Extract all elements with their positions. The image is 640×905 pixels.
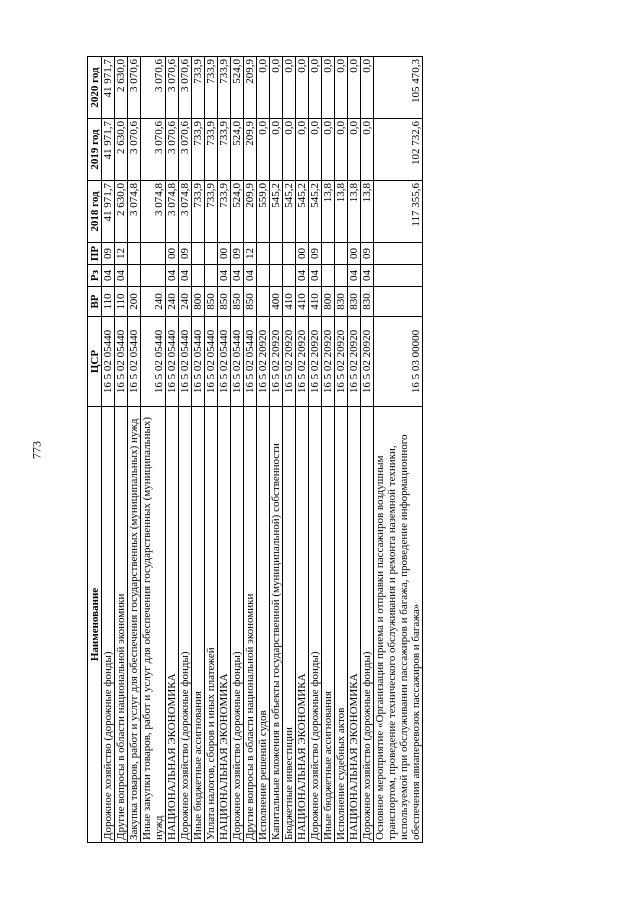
row-csr: 16 5 03 00000 <box>374 317 423 407</box>
budget-table <box>87 56 423 843</box>
row-2018: 545,2 <box>296 181 309 243</box>
table-row <box>179 57 192 843</box>
row-2019: 0,0 <box>296 119 309 181</box>
row-2018: 117 355,6 <box>374 181 423 243</box>
row-vr: 410 <box>283 287 296 317</box>
row-vr: 850 <box>218 287 231 317</box>
row-2018: 524,0 <box>231 181 244 243</box>
row-2019: 0,0 <box>270 119 283 181</box>
table-row <box>309 57 322 843</box>
row-pr: 09 <box>361 243 374 265</box>
row-2020: 41 971,7 <box>102 57 115 119</box>
row-pr <box>128 243 141 265</box>
row-csr: 16 5 02 05440 <box>231 317 244 407</box>
row-2020: 0,0 <box>361 57 374 119</box>
row-2019: 0,0 <box>335 119 348 181</box>
table-row <box>141 57 166 843</box>
row-rz: 04 <box>218 265 231 287</box>
row-2019: 209,9 <box>244 119 257 181</box>
row-name: Бюджетные инвестиции <box>283 407 296 843</box>
header-name: Наименование <box>88 407 102 843</box>
table-row <box>231 57 244 843</box>
row-name: НАЦИОНАЛЬНАЯ ЭКОНОМИКА <box>348 407 361 843</box>
row-2019: 3 070,6 <box>141 119 166 181</box>
row-name: Дорожное хозяйство (дорожные фонды) <box>179 407 192 843</box>
row-pr: 00 <box>348 243 361 265</box>
row-2020: 524,0 <box>231 57 244 119</box>
row-2018: 209,9 <box>244 181 257 243</box>
row-2018: 13,8 <box>361 181 374 243</box>
header-2019: 2019 год <box>88 119 102 181</box>
table-row <box>128 57 141 843</box>
row-pr <box>335 243 348 265</box>
row-rz <box>270 265 283 287</box>
row-csr: 16 5 02 20920 <box>348 317 361 407</box>
row-rz <box>335 265 348 287</box>
row-pr: 09 <box>231 243 244 265</box>
table-row <box>218 57 231 843</box>
row-name: Другие вопросы в области национальной экономики <box>244 407 257 843</box>
row-2020: 733,9 <box>205 57 218 119</box>
row-name: Другие вопросы в области национальной экономики <box>115 407 128 843</box>
row-name: Дорожное хозяйство (дорожные фонды) <box>231 407 244 843</box>
row-csr: 16 5 02 20920 <box>257 317 270 407</box>
row-2020: 0,0 <box>348 57 361 119</box>
row-2019: 0,0 <box>348 119 361 181</box>
row-rz <box>283 265 296 287</box>
row-rz <box>257 265 270 287</box>
table-row <box>166 57 179 843</box>
row-2019: 41 971,7 <box>102 119 115 181</box>
row-2018: 545,2 <box>309 181 322 243</box>
row-vr: 800 <box>322 287 335 317</box>
budget-table-container <box>87 57 545 843</box>
row-2018: 559,0 <box>257 181 270 243</box>
row-vr: 830 <box>361 287 374 317</box>
row-2020: 0,0 <box>296 57 309 119</box>
row-2020: 3 070,6 <box>166 57 179 119</box>
row-2019: 0,0 <box>322 119 335 181</box>
row-2019: 0,0 <box>257 119 270 181</box>
row-2018: 3 074,8 <box>128 181 141 243</box>
row-2019: 733,9 <box>192 119 205 181</box>
row-name: Иные бюджетные ассигнования <box>192 407 205 843</box>
row-csr: 16 5 02 05440 <box>179 317 192 407</box>
row-2018: 13,8 <box>348 181 361 243</box>
row-2018: 2 630,0 <box>115 181 128 243</box>
table-row <box>335 57 348 843</box>
row-2020: 0,0 <box>283 57 296 119</box>
row-pr: 00 <box>296 243 309 265</box>
row-2020: 733,9 <box>192 57 205 119</box>
row-pr: 00 <box>218 243 231 265</box>
row-2020: 3 070,6 <box>179 57 192 119</box>
row-pr: 09 <box>179 243 192 265</box>
row-2018: 733,9 <box>192 181 205 243</box>
row-2020: 733,9 <box>218 57 231 119</box>
row-name: НАЦИОНАЛЬНАЯ ЭКОНОМИКА <box>296 407 309 843</box>
row-csr: 16 5 02 05440 <box>141 317 166 407</box>
row-2019: 3 070,6 <box>179 119 192 181</box>
row-rz <box>141 265 166 287</box>
row-rz: 04 <box>115 265 128 287</box>
row-pr: 09 <box>309 243 322 265</box>
table-row <box>102 57 115 843</box>
row-2020: 0,0 <box>322 57 335 119</box>
row-2018: 3 074,8 <box>166 181 179 243</box>
row-pr <box>205 243 218 265</box>
row-2018: 41 971,7 <box>102 181 115 243</box>
header-2020: 2020 год <box>88 57 102 119</box>
row-2018: 545,2 <box>270 181 283 243</box>
row-2020: 3 070,6 <box>141 57 166 119</box>
row-vr: 400 <box>270 287 283 317</box>
row-csr: 16 5 02 05440 <box>102 317 115 407</box>
table-row <box>322 57 335 843</box>
table-row <box>270 57 283 843</box>
row-pr <box>283 243 296 265</box>
row-name: Уплата налогов, сборов и иных платежей <box>205 407 218 843</box>
row-csr: 16 5 02 05440 <box>192 317 205 407</box>
row-2020: 0,0 <box>335 57 348 119</box>
row-2018: 733,9 <box>218 181 231 243</box>
row-name: Исполнение решений судов <box>257 407 270 843</box>
row-rz <box>192 265 205 287</box>
row-rz <box>128 265 141 287</box>
row-csr: 16 5 02 05440 <box>166 317 179 407</box>
table-row <box>296 57 309 843</box>
row-name: Капитальные вложения в объекты государственной (муниципальной) собственности <box>270 407 283 843</box>
row-pr <box>322 243 335 265</box>
row-rz: 04 <box>231 265 244 287</box>
row-vr: 410 <box>296 287 309 317</box>
row-2019: 0,0 <box>283 119 296 181</box>
row-2018: 3 074,8 <box>141 181 166 243</box>
row-2019: 733,9 <box>205 119 218 181</box>
table-row <box>374 57 423 843</box>
row-name: Дорожное хозяйство (дорожные фонды) <box>309 407 322 843</box>
row-csr: 16 5 02 20920 <box>309 317 322 407</box>
row-csr: 16 5 02 05440 <box>218 317 231 407</box>
row-name: Закупка товаров, работ и услуг для обеспечения государственных (муниципальных) нужд <box>128 407 141 843</box>
row-2020: 0,0 <box>270 57 283 119</box>
row-vr: 800 <box>192 287 205 317</box>
row-2018: 3 074,8 <box>179 181 192 243</box>
row-rz: 04 <box>309 265 322 287</box>
row-2020: 0,0 <box>309 57 322 119</box>
row-vr: 850 <box>244 287 257 317</box>
row-2019: 524,0 <box>231 119 244 181</box>
row-2020: 3 070,6 <box>128 57 141 119</box>
row-2020: 105 470,3 <box>374 57 423 119</box>
row-rz: 04 <box>102 265 115 287</box>
row-2020: 0,0 <box>257 57 270 119</box>
row-pr <box>192 243 205 265</box>
header-pr: ПР <box>88 243 102 265</box>
row-2018: 13,8 <box>322 181 335 243</box>
row-pr: 12 <box>244 243 257 265</box>
row-name: Иные закупки товаров, работ и услуг для обеспечения государственных (муниципальных) нужд <box>141 407 166 843</box>
table-row <box>257 57 270 843</box>
table-header-row <box>88 57 102 843</box>
row-2019: 0,0 <box>361 119 374 181</box>
row-name: Иные бюджетные ассигнования <box>322 407 335 843</box>
row-2019: 102 732,6 <box>374 119 423 181</box>
row-name: Дорожное хозяйство (дорожные фонды) <box>102 407 115 843</box>
row-vr: 110 <box>115 287 128 317</box>
header-vr: ВР <box>88 287 102 317</box>
row-rz <box>322 265 335 287</box>
table-row <box>283 57 296 843</box>
row-vr: 830 <box>335 287 348 317</box>
row-pr: 09 <box>102 243 115 265</box>
row-name: Исполнение судебных актов <box>335 407 348 843</box>
row-csr: 16 5 02 20920 <box>322 317 335 407</box>
header-2018: 2018 год <box>88 181 102 243</box>
row-vr <box>257 287 270 317</box>
table-body <box>102 57 423 843</box>
header-csr: ЦСР <box>88 317 102 407</box>
row-pr: 12 <box>115 243 128 265</box>
row-2019: 3 070,6 <box>166 119 179 181</box>
row-name: Дорожное хозяйство (дорожные фонды) <box>361 407 374 843</box>
row-csr: 16 5 02 20920 <box>361 317 374 407</box>
row-pr <box>270 243 283 265</box>
row-2019: 0,0 <box>309 119 322 181</box>
row-pr: 00 <box>166 243 179 265</box>
row-vr: 410 <box>309 287 322 317</box>
row-pr <box>257 243 270 265</box>
row-2018: 733,9 <box>205 181 218 243</box>
row-2018: 545,2 <box>283 181 296 243</box>
row-csr: 16 5 02 20920 <box>283 317 296 407</box>
row-rz: 04 <box>348 265 361 287</box>
row-2018: 13,8 <box>335 181 348 243</box>
row-vr: 850 <box>231 287 244 317</box>
row-pr <box>374 243 423 265</box>
table-row <box>115 57 128 843</box>
row-vr: 240 <box>166 287 179 317</box>
row-csr: 16 5 02 20920 <box>335 317 348 407</box>
row-vr: 240 <box>179 287 192 317</box>
row-vr: 110 <box>102 287 115 317</box>
header-rz: Рз <box>88 265 102 287</box>
row-2019: 733,9 <box>218 119 231 181</box>
row-2020: 209,9 <box>244 57 257 119</box>
row-rz: 04 <box>244 265 257 287</box>
row-rz: 04 <box>166 265 179 287</box>
table-row <box>348 57 361 843</box>
row-2020: 2 630,0 <box>115 57 128 119</box>
row-csr: 16 5 02 05440 <box>115 317 128 407</box>
row-csr: 16 5 02 20920 <box>296 317 309 407</box>
row-name: Основное мероприятие «Организация приема и отправки пассажиров воздушным транспортом, проведение технического обслуживания и ремонта наземной техники, используемой при обслуживании пассажиров и багажа, проведение информационного обеспечения авиаперевозок пассажиров и багажа» <box>374 407 423 843</box>
row-pr <box>141 243 166 265</box>
row-csr: 16 5 02 05440 <box>205 317 218 407</box>
row-rz: 04 <box>361 265 374 287</box>
table-row <box>244 57 257 843</box>
row-vr: 200 <box>128 287 141 317</box>
row-name: НАЦИОНАЛЬНАЯ ЭКОНОМИКА <box>166 407 179 843</box>
table-row <box>361 57 374 843</box>
row-vr: 830 <box>348 287 361 317</box>
row-2019: 3 070,6 <box>128 119 141 181</box>
row-rz <box>374 265 423 287</box>
row-csr: 16 5 02 05440 <box>128 317 141 407</box>
row-name: НАЦИОНАЛЬНАЯ ЭКОНОМИКА <box>218 407 231 843</box>
row-vr: 240 <box>141 287 166 317</box>
row-rz: 04 <box>296 265 309 287</box>
row-rz <box>205 265 218 287</box>
row-vr <box>374 287 423 317</box>
row-2019: 2 630,0 <box>115 119 128 181</box>
row-vr: 850 <box>205 287 218 317</box>
row-csr: 16 5 02 20920 <box>270 317 283 407</box>
table-row <box>205 57 218 843</box>
row-rz: 04 <box>179 265 192 287</box>
table-row <box>192 57 205 843</box>
page-number: 773 <box>29 441 44 459</box>
row-csr: 16 5 02 05440 <box>244 317 257 407</box>
